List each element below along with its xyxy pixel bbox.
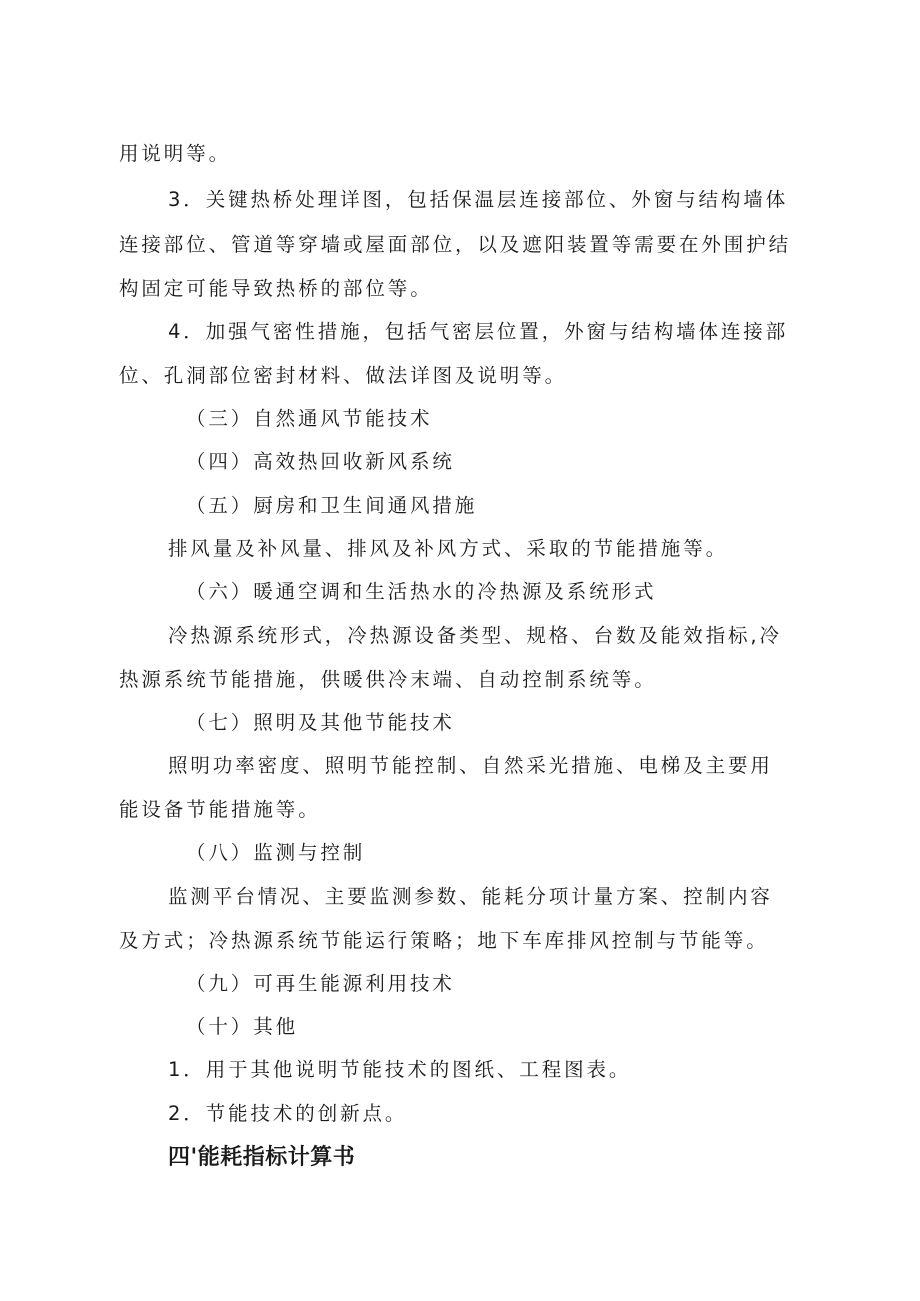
paragraph-line: 连接部位、管道等穿墙或屋面部位，以及遮阳装置等需要在外围护结 [119,233,792,256]
paragraph-line: 热源系统节能措施，供暖供冷末端、自动控制系统等。 [119,668,657,691]
paragraph-line: 监测平台情况、主要监测参数、能耗分项计量方案、控制内容 [168,885,773,908]
paragraph-line: 排风量及补风量、排风及补风方式、采取的节能措施等。 [168,537,729,560]
paragraph-line: 4．加强气密性措施，包括气密层位置，外窗与结构墙体连接部 [168,320,789,343]
paragraph-line: 照明功率密度、照明节能控制、自然采光措施、电梯及主要用 [168,754,773,777]
paragraph-line: 3．关键热桥处理详图，包括保温层连接部位、外窗与结构墙体 [168,188,789,211]
paragraph-line: 及方式；冷热源系统节能运行策略；地下车库排风控制与节能等。 [119,929,769,952]
subsection-title: （五）厨房和卫生间通风措施 [186,494,478,517]
subsection-title: （四）高效热回收新风系统 [186,450,455,473]
subsection-title: （七）照明及其他节能技术 [186,711,455,734]
list-item: 2．节能技术的创新点。 [168,1102,408,1125]
paragraph-line: 构固定可能导致热桥的部位等。 [119,277,433,300]
subsection-title: （六）暖通空调和生活热水的冷热源及系统形式 [186,580,657,603]
subsection-title: （八）监测与控制 [186,841,366,864]
paragraph-line: 冷热源系统形式，冷热源设备类型、规格、台数及能效指标,冷 [168,624,782,647]
section-heading: 四'能耗指标计算书 [168,1145,356,1170]
subsection-title: （十）其他 [186,1015,299,1038]
paragraph-line: 位、孔洞部位密封材料、做法详图及说明等。 [119,364,568,387]
paragraph-line: 用说明等。 [119,142,232,165]
list-item: 1．用于其他说明节能技术的图纸、工程图表。 [168,1058,632,1081]
paragraph-line: 能设备节能措施等。 [119,798,321,821]
subsection-title: （九）可再生能源利用技术 [186,972,455,995]
subsection-title: （三）自然通风节能技术 [186,407,433,430]
